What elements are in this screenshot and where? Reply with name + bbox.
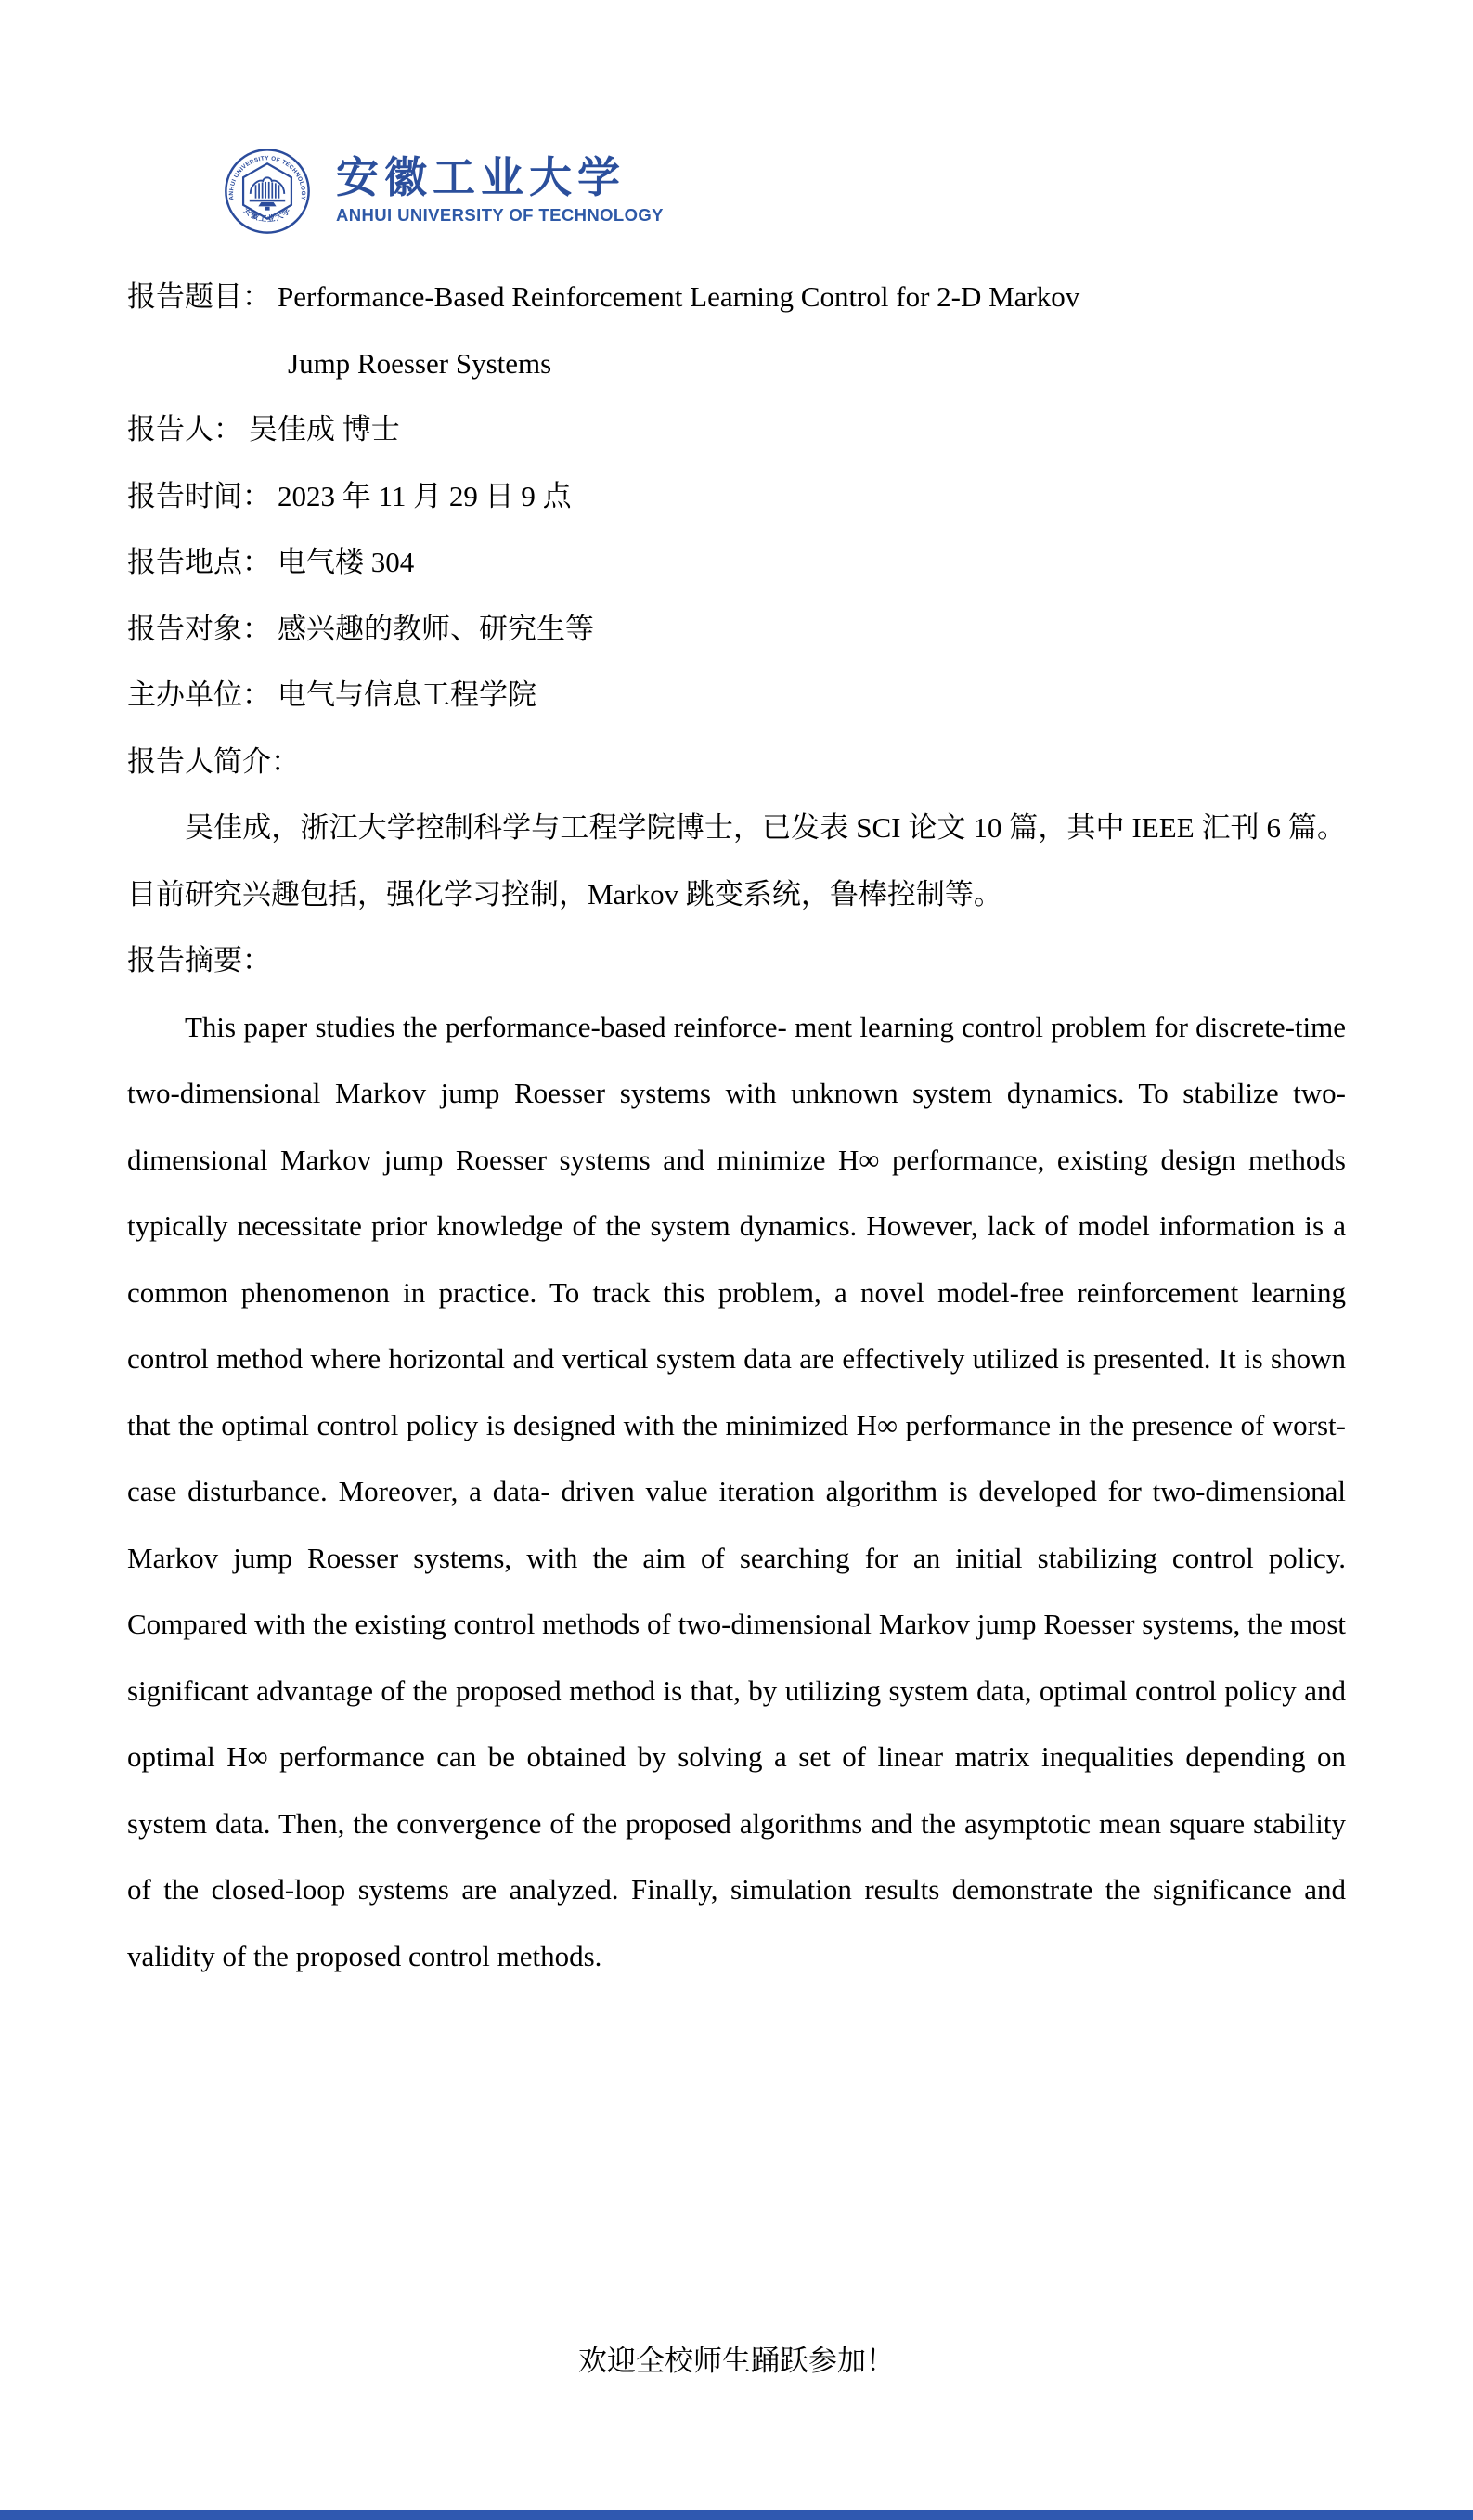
bottom-accent-bar [0, 2510, 1473, 2520]
field-value: 吴佳成 博士 [249, 413, 400, 446]
bio-heading: 报告人简介： [127, 744, 300, 778]
university-name-en: ANHUI UNIVERSITY OF TECHNOLOGY [336, 204, 664, 225]
seal-bottom-text: 安徽工业大学 [241, 205, 293, 224]
university-seal-icon [223, 147, 312, 236]
bio-paragraph: 吴佳成，浙江大学控制科学与工程学院博士，已发表 SCI 论文 10 篇，其中 IEEE 汇刊 6 篇。目前研究兴趣包括，强化学习控制，Markov 跳变系统，鲁棒控制等。 [127, 811, 1346, 911]
welcome-line: 欢迎全校师生踊跃参加！ [578, 2345, 895, 2377]
field-time [127, 463, 1346, 530]
field-speaker [127, 396, 1346, 463]
seal-arc-text: ANHUI UNIVERSITY OF TECHNOLOGY [227, 155, 307, 201]
announcement-body [127, 264, 1346, 1989]
university-logo [223, 147, 664, 236]
seal-building-icon [250, 177, 285, 210]
field-value: 电气楼 304 [278, 546, 415, 578]
abstract-heading: 报告摘要： [127, 944, 271, 976]
field-value: 感兴趣的教师、研究生等 [278, 612, 594, 645]
logo-wordmark [336, 147, 664, 226]
university-name-cn: 安徽工业大学 [336, 152, 626, 202]
field-label: 报告题目： [127, 280, 271, 313]
field-organizer [127, 662, 1346, 729]
field-label: 报告时间： [127, 479, 271, 512]
field-value: 电气与信息工程学院 [278, 678, 536, 711]
field-label: 报告人： [127, 413, 242, 446]
field-value-line2: Jump Roesser Systems [288, 346, 552, 380]
field-value: Performance-Based Reinforcement Learning Control for 2-D Markov [278, 280, 1080, 313]
abstract-paragraph: This paper studies the performance-based reinforce- ment learning control problem for discrete-time two-dimensional Markov jump Roesser systems with unknown system dynamics. To stabilize two-dimensional Markov jump Roesser systems and minimize H∞ performance, existing design methods typically necessitate prior knowledge of the system dynamics. However, lack of model information is a common phenomenon in practice. To track this problem, a novel model-free reinforcement learning control method where horizontal and vertical system data are effectively utilized is presented. It is shown that the optimal control policy is designed with the minimized H∞ performance in the presence of worst-case disturbance. Moreover, a data- driven value iteration algorithm is developed for two-dimensional Markov jump Roesser systems, with the aim of searching for an initial stabilizing control policy. Compared with the existing control methods of two-dimensional Markov jump Roesser systems, the most significant advantage of the proposed method is that, by utilizing system data, optimal control policy and optimal H∞ performance can be obtained by solving a set of linear matrix inequalities depending on system data. Then, the convergence of the proposed algorithms and the asymptotic mean square stability of the closed-loop systems are analyzed. Finally, simulation results demonstrate the significance and validity of the proposed control methods. [127, 1010, 1346, 1972]
field-label: 主办单位： [127, 678, 271, 711]
field-value: 2023 年 11 月 29 日 9 点 [278, 479, 572, 512]
field-audience [127, 596, 1346, 663]
field-label: 报告对象： [127, 612, 271, 645]
field-label: 报告地点： [127, 546, 271, 578]
field-location [127, 529, 1346, 596]
field-report-title [127, 264, 1346, 396]
